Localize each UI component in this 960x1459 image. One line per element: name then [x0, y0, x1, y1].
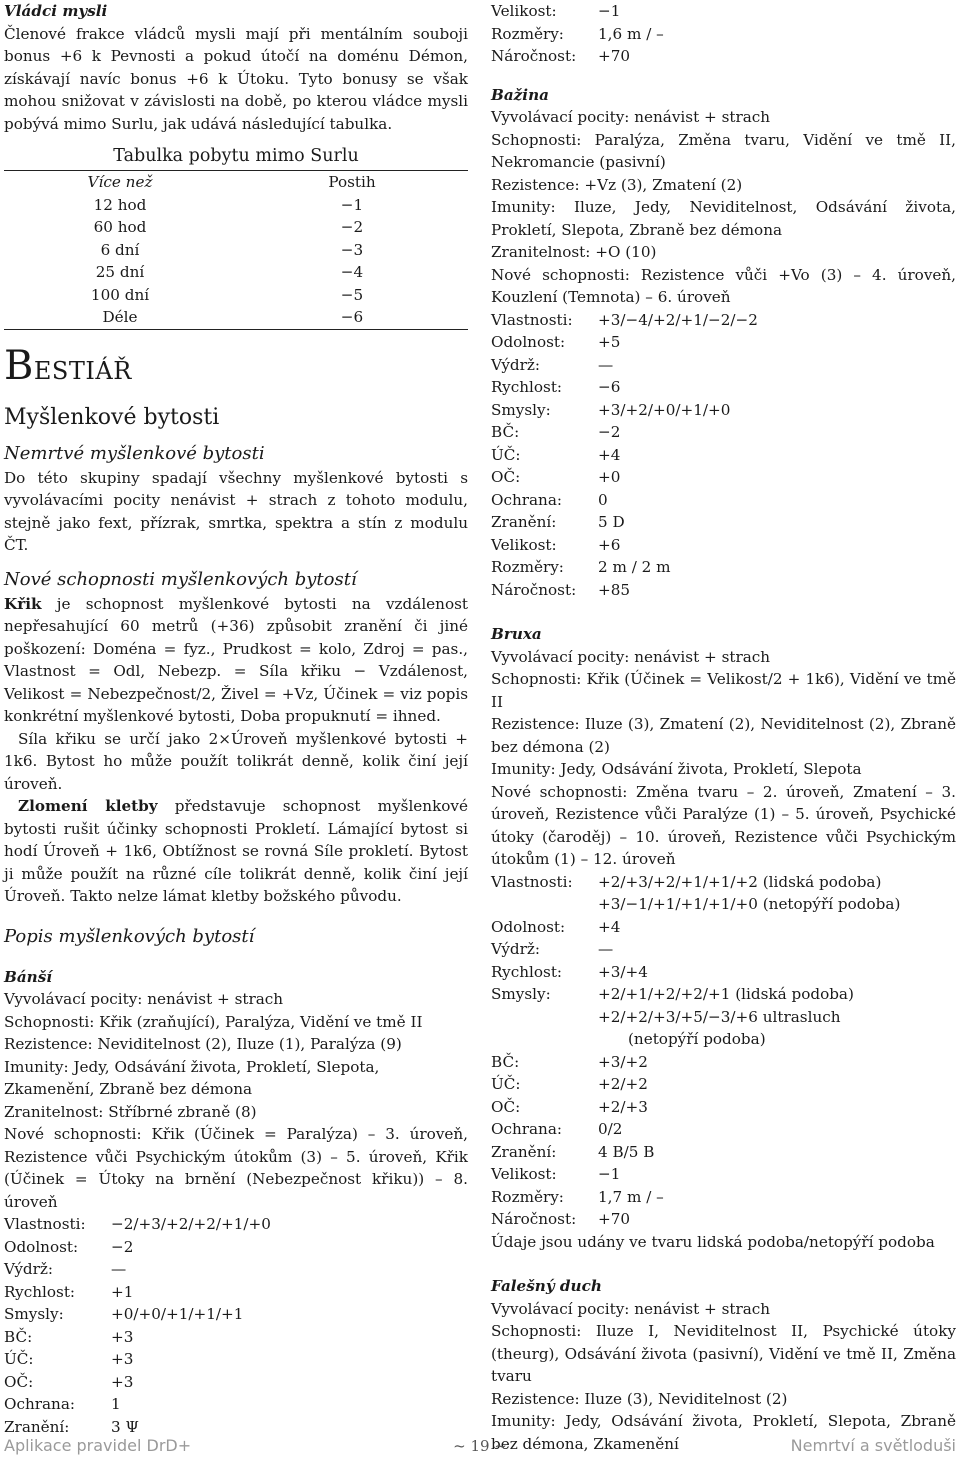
stat-label: Odolnost:	[491, 333, 566, 351]
stat-value: +2/+2	[598, 1075, 648, 1093]
stat-label: Smysly:	[4, 1305, 64, 1323]
chapter-title-rest: estiář	[33, 347, 132, 388]
table-cell: −4	[340, 263, 364, 281]
stat-value: −1	[598, 2, 621, 20]
footer-book-title: Aplikace pravidel DrD+	[4, 1436, 192, 1455]
stat-row	[491, 556, 956, 579]
table-cell: 100 dní	[90, 285, 150, 304]
stat-label: Rychlost:	[491, 378, 563, 396]
stat-label: Vlastnosti:	[491, 872, 573, 891]
stat-label: Rozměry:	[491, 24, 564, 43]
stat-value: 0/2	[598, 1120, 623, 1138]
stat-label: Velikost:	[491, 2, 557, 20]
creature-line: Vyvolávací pocity: nenávist + strach	[491, 108, 771, 126]
creature-line: Nové schopnosti: Změna tvaru – 2. úroveň, Zmatení – 3. úroveň, Rezistence vůči Paralýze (1) – 5. úroveň, Psychické útoky (čaroděj) – 10. úroveň, Rezistence vůči Psychickým útokům (1) – 12. úroveň	[491, 782, 956, 868]
table-header-cell: Více než	[87, 173, 153, 191]
table-row	[4, 261, 468, 284]
stat-row	[491, 354, 956, 377]
stat-value: −2	[111, 1237, 134, 1256]
stat-label: Velikost:	[491, 1165, 557, 1183]
stat-row	[491, 961, 956, 984]
stat-value: −6	[598, 378, 621, 396]
stat-value: −1	[598, 1165, 621, 1183]
stat-row	[491, 376, 956, 399]
heading-popis: Popis myšlenkových bytostí	[4, 925, 255, 947]
creature-line: Rezistence: Iluze (3), Neviditelnost (2)	[491, 1389, 788, 1408]
stat-label: Rychlost:	[491, 962, 563, 981]
stat-value: —	[598, 355, 614, 374]
table-cell: 6 dní	[100, 240, 140, 259]
stat-value: +4	[598, 917, 621, 936]
stat-label: Náročnost:	[491, 580, 577, 599]
creature-line: Imunity: Jedy, Odsávání života, Prokletí, Slepota	[491, 760, 862, 778]
text-zlomeni: představuje schopnost myšlenkové bytosti rušit účinky schopnosti Prokletí. Lámající bytost si hodí Úroveň + 1k6, Obtížnost se rovná Síle prokletí. Bytost ji může použít na různé cíle tolikrát denně, kolik činí její Úroveň. Takto nelze lámat kletby božského původu.	[4, 797, 468, 905]
stat-row	[491, 1208, 956, 1231]
stat-value: +4	[598, 445, 621, 464]
table-cell: 25 dní	[95, 263, 145, 281]
table-cell: −2	[340, 218, 364, 236]
stat-row	[491, 23, 956, 46]
creature-line: Nové schopnosti: Rezistence vůči +Vo (3) – 4. úroveň, Kouzlení (Temnota) – 6. úroveň	[491, 265, 956, 306]
stat-value: +3/+2/+0/+1/+0	[598, 400, 731, 419]
stat-value: —	[111, 1260, 127, 1278]
stat-row	[4, 1213, 468, 1236]
paragraph-krik-2: Síla křiku se určí jako 2×Úroveň myšlenkové bytosti + 1k6. Bytost ho může použít tolikrát denně, kolik činí její úroveň.	[4, 729, 468, 793]
stat-row	[491, 45, 956, 68]
creature-name-bansi: Bánší	[4, 967, 53, 986]
stat-label: OČ:	[4, 1372, 34, 1391]
stat-value: −2	[598, 423, 621, 441]
stat-row	[491, 511, 956, 534]
left-column	[4, 0, 468, 1438]
stat-value: +2/+3/+2/+1/+1/+2 (lidská podoba)	[598, 872, 882, 891]
stat-label: Odolnost:	[4, 1237, 79, 1256]
stat-label: Rozměry:	[491, 558, 564, 576]
stat-row	[4, 1393, 468, 1416]
creature-line: Rezistence: Iluze (3), Zmatení (2), Neviditelnost (2), Zbraně bez démona (2)	[491, 715, 956, 756]
stat-row	[491, 309, 956, 332]
stat-value: 2 m / 2 m	[598, 558, 671, 576]
stat-value: +70	[598, 47, 631, 65]
heading-nove-schopnosti: Nové schopnosti myšlenkových bytostí	[4, 568, 357, 590]
stat-label: Vlastnosti:	[491, 310, 573, 329]
stat-row	[491, 1096, 956, 1119]
creature-name-bazina: Bažina	[491, 85, 549, 104]
stat-row	[491, 871, 956, 894]
table-row	[4, 194, 468, 217]
stat-label: Výdrž:	[4, 1260, 54, 1278]
surla-table	[4, 170, 468, 330]
paragraph-zlomeni	[4, 795, 468, 908]
creature-note: Údaje jsou udány ve tvaru lidská podoba/netopýří podoba	[491, 1232, 935, 1251]
stat-label: Náročnost:	[491, 47, 577, 65]
creature-name-falesny-duch: Falešný duch	[491, 1277, 602, 1295]
table-cell: −5	[340, 285, 364, 304]
stat-value: +85	[598, 580, 631, 599]
stat-value: +3	[111, 1350, 134, 1368]
table-cell: −3	[340, 240, 364, 259]
stat-row	[4, 1348, 468, 1371]
stat-value: +3	[111, 1372, 134, 1391]
term-krik: Křik	[4, 594, 42, 613]
table-header-cell: Postih	[328, 173, 376, 191]
creature-line: Zranitelnost: +O (10)	[491, 243, 657, 261]
stat-row	[491, 1163, 956, 1186]
stat-label: Odolnost:	[491, 917, 566, 936]
table-row	[4, 239, 468, 262]
stat-row	[4, 1258, 468, 1281]
table-cell: 60 hod	[93, 218, 147, 236]
stat-label: Smysly:	[491, 400, 551, 419]
stat-label: ÚČ:	[4, 1350, 34, 1368]
stat-row	[491, 1186, 956, 1209]
stat-label: OČ:	[491, 1097, 521, 1116]
creature-line: Schopnosti: Křik (zraňující), Paralýza, Vidění ve tmě II	[4, 1012, 423, 1031]
stat-value: —	[598, 940, 614, 958]
stat-label: Zranění:	[4, 1417, 70, 1436]
paragraph-nemrtve: Do této skupiny spadají všechny myšlenkové bytosti s vyvolávacími pocity nenávist + strach z tohoto modulu, stejně jako fext, přízrak, smrtka, spektra a stín z modulu ČT.	[4, 468, 468, 554]
stat-row	[491, 399, 956, 422]
chapter-title-initial: B	[4, 342, 34, 389]
stat-row	[4, 1236, 468, 1259]
paragraph-krik	[4, 593, 468, 728]
creature-line: Schopnosti: Křik (Účinek = Velikost/2 + 1k6), Vidění ve tmě II	[491, 670, 956, 711]
stat-value: +3	[111, 1327, 134, 1346]
stat-value: 3 Ψ	[111, 1417, 139, 1436]
table-cell: −6	[340, 308, 364, 326]
stat-label: Rychlost:	[4, 1282, 76, 1301]
creature-line: Schopnosti: Paralýza, Změna tvaru, Vidění ve tmě II, Nekromancie (pasivní)	[491, 130, 956, 171]
stat-row	[491, 421, 956, 444]
creature-name-bruxa: Bruxa	[491, 625, 542, 643]
heading-nemrtve: Nemrtvé myšlenkové bytosti	[4, 442, 265, 464]
stat-row	[4, 1281, 468, 1304]
creature-line: Vyvolávací pocity: nenávist + strach	[491, 1299, 771, 1318]
stat-value: +3/+4	[598, 962, 648, 981]
heading-myslenkove-bytosti: Myšlenkové bytosti	[4, 404, 220, 430]
stat-label: BČ:	[491, 1052, 520, 1071]
table-cell: −1	[340, 195, 364, 214]
creature-line: Imunity: Jedy, Odsávání života, Prokletí, Slepota, Zkamenění, Zbraně bez démona	[4, 1057, 380, 1098]
stat-label: Vlastnosti:	[4, 1215, 86, 1233]
stat-value: 1	[111, 1395, 121, 1413]
stat-row	[491, 983, 956, 1006]
footer-module-title: Nemrtví a světloduši	[790, 1436, 956, 1455]
stat-value: 0	[598, 490, 608, 509]
creature-line: Zranitelnost: Stříbrné zbraně (8)	[4, 1102, 257, 1121]
stat-row	[491, 444, 956, 467]
right-column	[491, 0, 956, 1455]
stat-value: 5 D	[598, 513, 625, 531]
stat-value: +0/+0/+1/+1/+1	[111, 1305, 244, 1323]
text-krik: je schopnost myšlenkové bytosti na vzdálenost nepřesahující 60 metrů (+36) způsobit zranění či jiné poškození: Doména = fyz., Prudkost = kolo, Zdroj = pas., Vlastnost = Odl, Nebezp. = Síla křiku − Vzdálenost, Velikost = Nebezpečnost/2, Živel = +Vz, Účinek = viz popis konkrétní myšlenkové bytosti, Doba propuknutí = ihned.	[4, 594, 468, 725]
stat-row	[4, 1303, 468, 1326]
table-header-row	[4, 171, 468, 194]
stat-row	[491, 1073, 956, 1096]
stat-value: +2/+1/+2/+2/+1 (lidská podoba)	[598, 985, 854, 1003]
table-row	[4, 306, 468, 329]
stat-value: +3/−4/+2/+1/−2/−2	[598, 310, 758, 329]
table-row	[4, 216, 468, 239]
stat-value: +70	[598, 1210, 631, 1228]
stat-row	[491, 1118, 956, 1141]
stat-row	[491, 466, 956, 489]
stat-row	[491, 1141, 956, 1164]
stat-value-continued: +3/−1/+1/+1/+1/+0 (netopýří podoba)	[598, 895, 901, 913]
stat-value: +1	[111, 1282, 134, 1301]
stat-value: +6	[598, 535, 621, 554]
table-title: Tabulka pobytu mimo Surlu	[113, 146, 359, 166]
stat-label: Velikost:	[491, 535, 557, 554]
stat-row	[491, 331, 956, 354]
table-row	[4, 284, 468, 307]
chapter-title-bestiar	[4, 342, 468, 389]
stat-label: Náročnost:	[491, 1210, 577, 1228]
term-zlomeni-kletby: Zlomení kletby	[18, 797, 158, 815]
creature-line: Schopnosti: Iluze I, Neviditelnost II, Psychické útoky (theurg), Odsávání života (pasivní), Vidění ve tmě II, Změna tvaru	[491, 1322, 956, 1385]
creature-line: Nové schopnosti: Křik (Účinek = Paralýza) – 3. úroveň, Rezistence vůči Psychickým útokům (3) – 5. úroveň, Křik (Účinek = Útoky na brnění (Nebezpečnost křiku)) – 8. úroveň	[4, 1125, 468, 1211]
stat-value: +2/+3	[598, 1097, 648, 1116]
stat-label: Zranění:	[491, 513, 557, 531]
page-number: ~ 19 ~	[453, 1437, 507, 1455]
stat-value-continued: +2/+2/+3/+5/−3/+6 ultrasluch	[598, 1007, 841, 1026]
stat-label: ÚČ:	[491, 445, 521, 464]
stat-label: Výdrž:	[491, 355, 541, 374]
paragraph-vladci: Členové frakce vládců mysli mají při mentálním souboji bonus +6 k Pevnosti a pokud útočí na doménu Démon, získávají navíc bonus +6 k Útoku. Tyto bonusy se však mohou snižovat v závislosti na době, po kterou vládce mysli pobývá mimo Surlu, jak udává následující tabulka.	[4, 24, 468, 133]
stat-value-continued: (netopýří podoba)	[628, 1030, 766, 1048]
table-cell: 12 hod	[93, 195, 147, 214]
creature-line: Vyvolávací pocity: nenávist + strach	[4, 990, 284, 1008]
stat-row	[491, 489, 956, 512]
stat-value: 1,6 m / –	[598, 24, 664, 43]
stat-row	[491, 938, 956, 961]
page-footer	[0, 1431, 960, 1459]
creature-line: Vyvolávací pocity: nenávist + strach	[491, 647, 771, 666]
stat-label: BČ:	[491, 423, 520, 441]
creature-line: Rezistence: Neviditelnost (2), Iluze (1), Paralýza (9)	[4, 1035, 402, 1053]
creature-line: Rezistence: +Vz (3), Zmatení (2)	[491, 175, 743, 194]
stat-label: ÚČ:	[491, 1075, 521, 1093]
stat-label: BČ:	[4, 1327, 33, 1346]
stat-row	[491, 534, 956, 557]
table-cell: Déle	[102, 308, 138, 326]
stat-label: Zranění:	[491, 1142, 557, 1161]
stat-row	[4, 1326, 468, 1349]
stat-value: 1,7 m / –	[598, 1187, 664, 1206]
stat-row	[491, 1051, 956, 1074]
stat-label: Ochrana:	[491, 490, 563, 509]
stat-label: Ochrana:	[491, 1120, 563, 1138]
stat-value: −2/+3/+2/+2/+1/+0	[111, 1215, 271, 1233]
stat-label: Výdrž:	[491, 940, 541, 958]
stat-label: Smysly:	[491, 985, 551, 1003]
stat-row	[4, 1371, 468, 1394]
stat-row	[491, 579, 956, 602]
creature-line: Imunity: Jedy, Odsávání života, Prokletí, Slepota, Zbraně bez démona, Zkamenění	[491, 1412, 956, 1453]
stat-value: 4 B/5 B	[598, 1142, 655, 1161]
stat-value: +5	[598, 333, 621, 351]
section-heading-vladci: Vládci mysli	[4, 2, 108, 20]
stat-label: Rozměry:	[491, 1187, 564, 1206]
creature-line: Imunity: Iluze, Jedy, Neviditelnost, Odsávání života, Prokletí, Slepota, Zbraně bez démona	[491, 198, 956, 239]
stat-label: OČ:	[491, 468, 521, 486]
stat-value: +3/+2	[598, 1052, 648, 1071]
stat-row	[491, 916, 956, 939]
stat-label: Ochrana:	[4, 1395, 76, 1413]
stat-value: +0	[598, 468, 621, 486]
stat-row	[491, 0, 956, 23]
